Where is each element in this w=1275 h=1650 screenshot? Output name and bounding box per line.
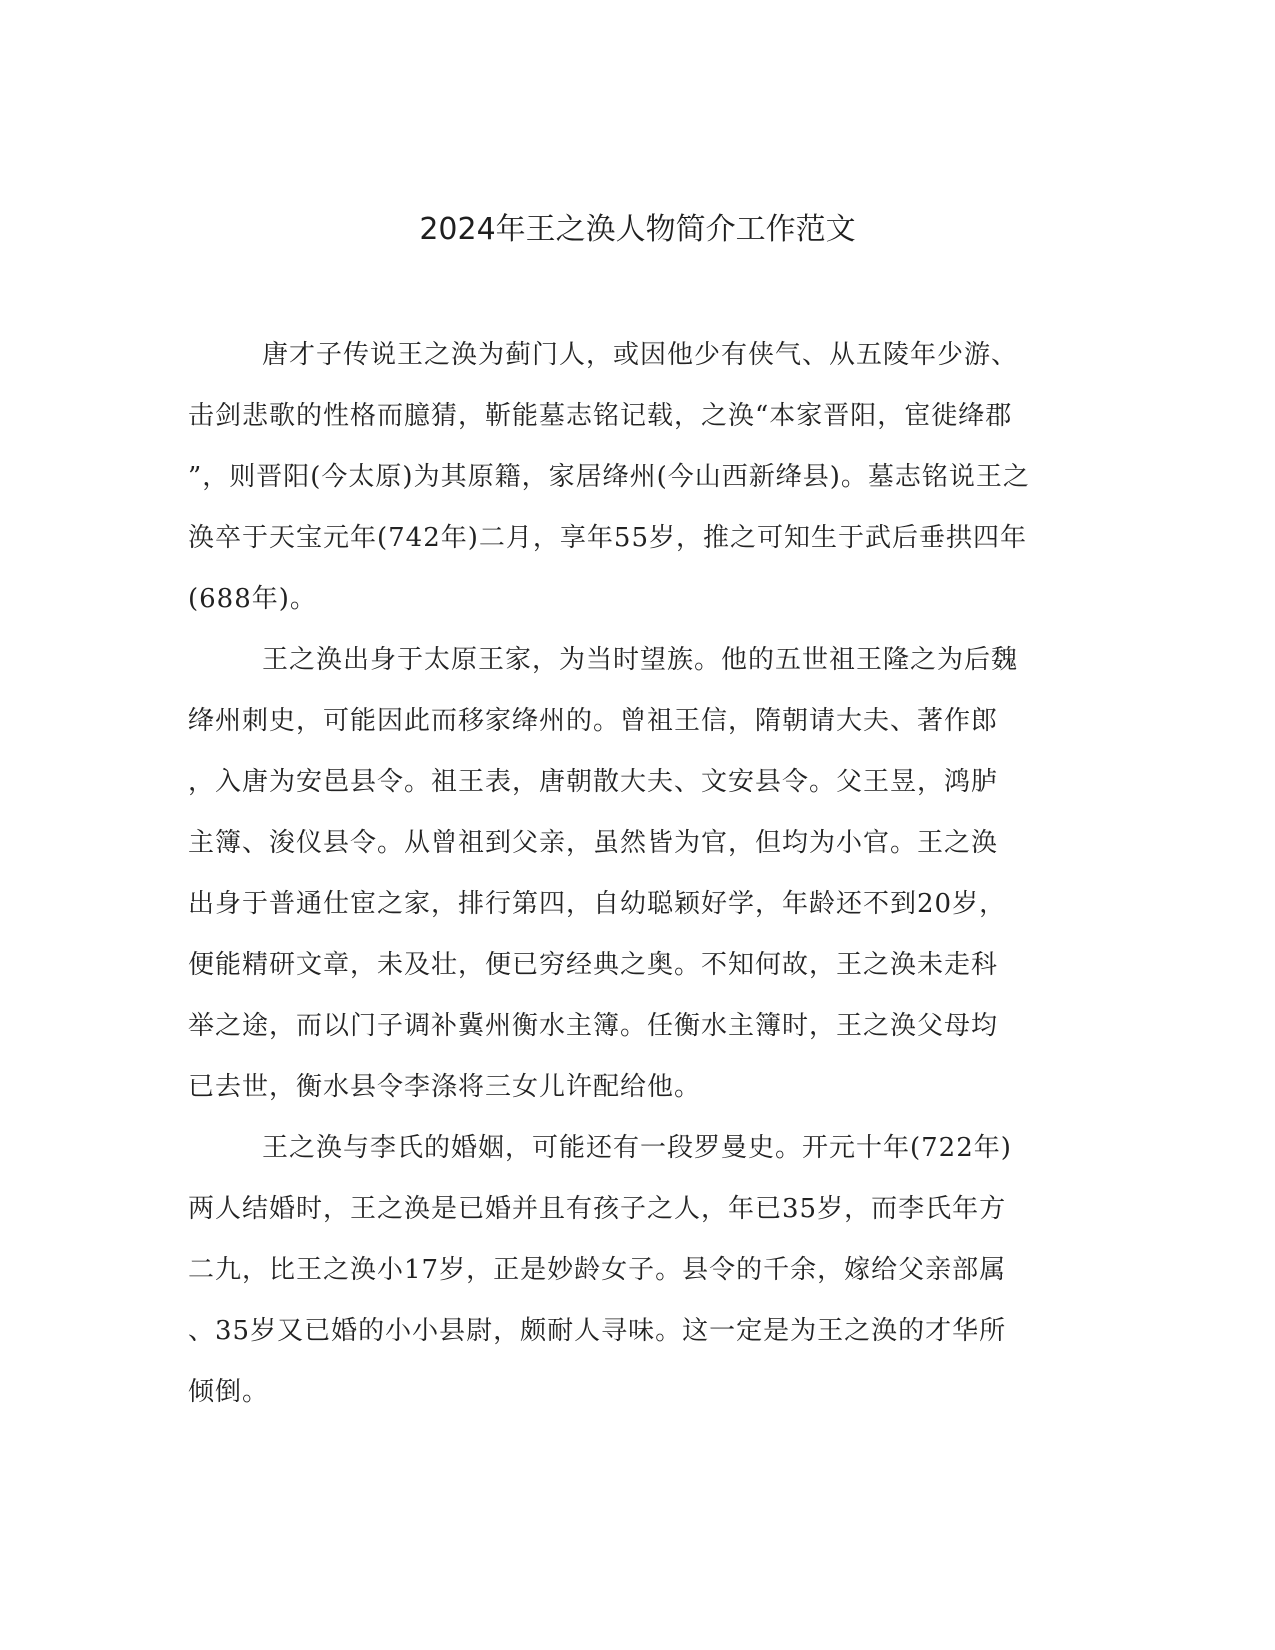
body-line: 绛州刺史，可能因此而移家绛州的。曾祖王信，隋朝请大夫、著作郎 [188, 706, 999, 736]
body-line: 、35岁又已婚的小小县尉，颇耐人寻味。这一定是为王之涣的才华所 [188, 1316, 1007, 1346]
body-line: (688年)。 [188, 584, 317, 614]
body-line: 二九，比王之涣小17岁，正是妙龄女子。县令的千余，嫁给父亲部属 [188, 1255, 1007, 1285]
body-line: ，入唐为安邑县令。祖王表，唐朝散大夫、文安县令。父王昱，鸿胪 [188, 767, 999, 797]
body-line: 倾倒。 [188, 1377, 270, 1407]
body-line: 便能精研文章，未及壮，便已穷经典之奥。不知何故，王之涣未走科 [188, 950, 999, 980]
body-line: 举之途，而以门子调补冀州衡水主簿。任衡水主簿时，王之涣父母均 [188, 1011, 999, 1041]
body-line: 王之涣与李氏的婚姻，可能还有一段罗曼史。开元十年(722年) [262, 1133, 1012, 1163]
body-line: 出身于普通仕宦之家，排行第四，自幼聪颖好学，年龄还不到20岁， [188, 889, 1007, 919]
body-line: 主簿、浚仪县令。从曾祖到父亲，虽然皆为官，但均为小官。王之涣 [188, 828, 999, 858]
body-line: 已去世，衡水县令李涤将三女儿许配给他。 [188, 1072, 702, 1102]
document-title: 2024年王之涣人物简介工作范文 [419, 212, 856, 247]
body-line: ”，则晋阳(今太原)为其原籍，家居绛州(今山西新绛县)。墓志铭说王之 [188, 462, 1030, 492]
body-line: 涣卒于天宝元年(742年)二月，享年55岁，推之可知生于武后垂拱四年 [188, 523, 1027, 553]
body-line: 王之涣出身于太原王家，为当时望族。他的五世祖王隆之为后魏 [262, 645, 1019, 675]
body-line: 两人结婚时，王之涣是已婚并且有孩子之人，年已35岁，而李氏年方 [188, 1194, 1007, 1224]
document-body [188, 325, 1088, 1423]
body-line: 唐才子传说王之涣为蓟门人，或因他少有侠气、从五陵年少游、 [262, 340, 1019, 370]
body-line: 击剑悲歌的性格而臆猜，靳能墓志铭记载，之涣“本家晋阳，宦徙绛郡 [188, 401, 1013, 431]
